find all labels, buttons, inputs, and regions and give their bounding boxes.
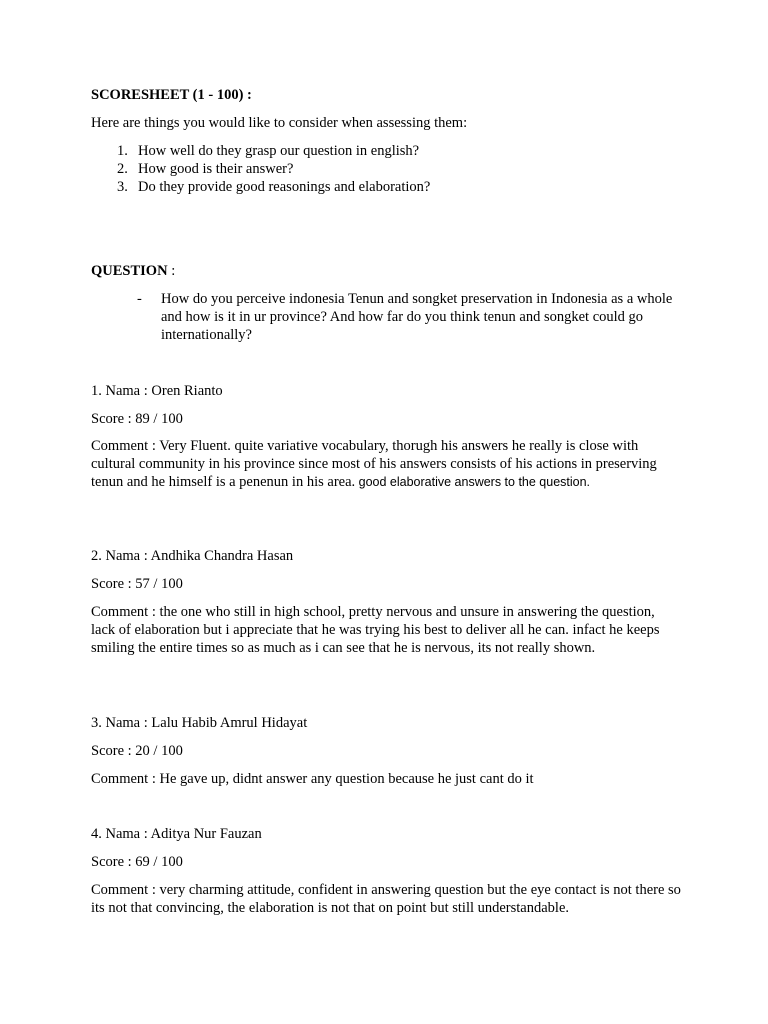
entry-comment: Comment : He gave up, didnt answer any question because he just cant do it (91, 771, 534, 787)
entry-score: Score : 89 / 100 (91, 411, 183, 427)
list-item-number: 2. (117, 161, 128, 177)
entry-name: 1. Nama : Oren Rianto (91, 383, 223, 399)
list-item-number: 1. (117, 143, 128, 159)
question-label-suffix: : (167, 263, 176, 279)
bullet-dash: - (137, 291, 142, 307)
entry-comment: Comment : the one who still in high school, pretty nervous and unsure in answering the question, lack of elaboration but i appreciate that he was trying his best to deliver all he can. infact he keeps smiling the entire times so as much as i can see that he is nervous, its not really shown. (91, 604, 660, 656)
entry-name: 4. Nama : Aditya Nur Fauzan (91, 826, 262, 842)
list-item-text: How good is their answer? (138, 161, 294, 177)
entry-comment-text: Comment : Very Fluent. quite variative vocabulary, thorugh his answers he really is close with cultural community in his province since most of his answers consists of his actions in preserving tenun and he himself is a penenun in his area. (91, 438, 657, 490)
entry-score: Score : 69 / 100 (91, 854, 183, 870)
page-title: SCORESHEET (1 - 100) : (91, 87, 252, 103)
question-label: QUESTION (91, 263, 168, 279)
entry-name: 2. Nama : Andhika Chandra Hasan (91, 548, 294, 564)
entry-comment (91, 437, 681, 491)
entry-score: Score : 57 / 100 (91, 576, 183, 592)
entry-comment-extra: good elaborative answers to the question. (355, 475, 591, 489)
list-item-number: 3. (117, 179, 128, 195)
entry-score: Score : 20 / 100 (91, 743, 183, 759)
entry-comment: Comment : very charming attitude, confident in answering question but the eye contact is not there so its not that convincing, the elaboration is not that on point but still understandable. (91, 882, 681, 916)
intro-text: Here are things you would like to consider when assessing them: (91, 115, 468, 131)
question-text: How do you perceive indonesia Tenun and songket preservation in Indonesia as a whole and how is it in ur province? And how far do you think tenun and songket could go internationally? (161, 291, 673, 343)
list-item-text: How well do they grasp our question in english? (138, 143, 420, 159)
question-heading (91, 262, 175, 280)
entry-name: 3. Nama : Lalu Habib Amrul Hidayat (91, 715, 308, 731)
list-item-text: Do they provide good reasonings and elaboration? (138, 179, 431, 195)
